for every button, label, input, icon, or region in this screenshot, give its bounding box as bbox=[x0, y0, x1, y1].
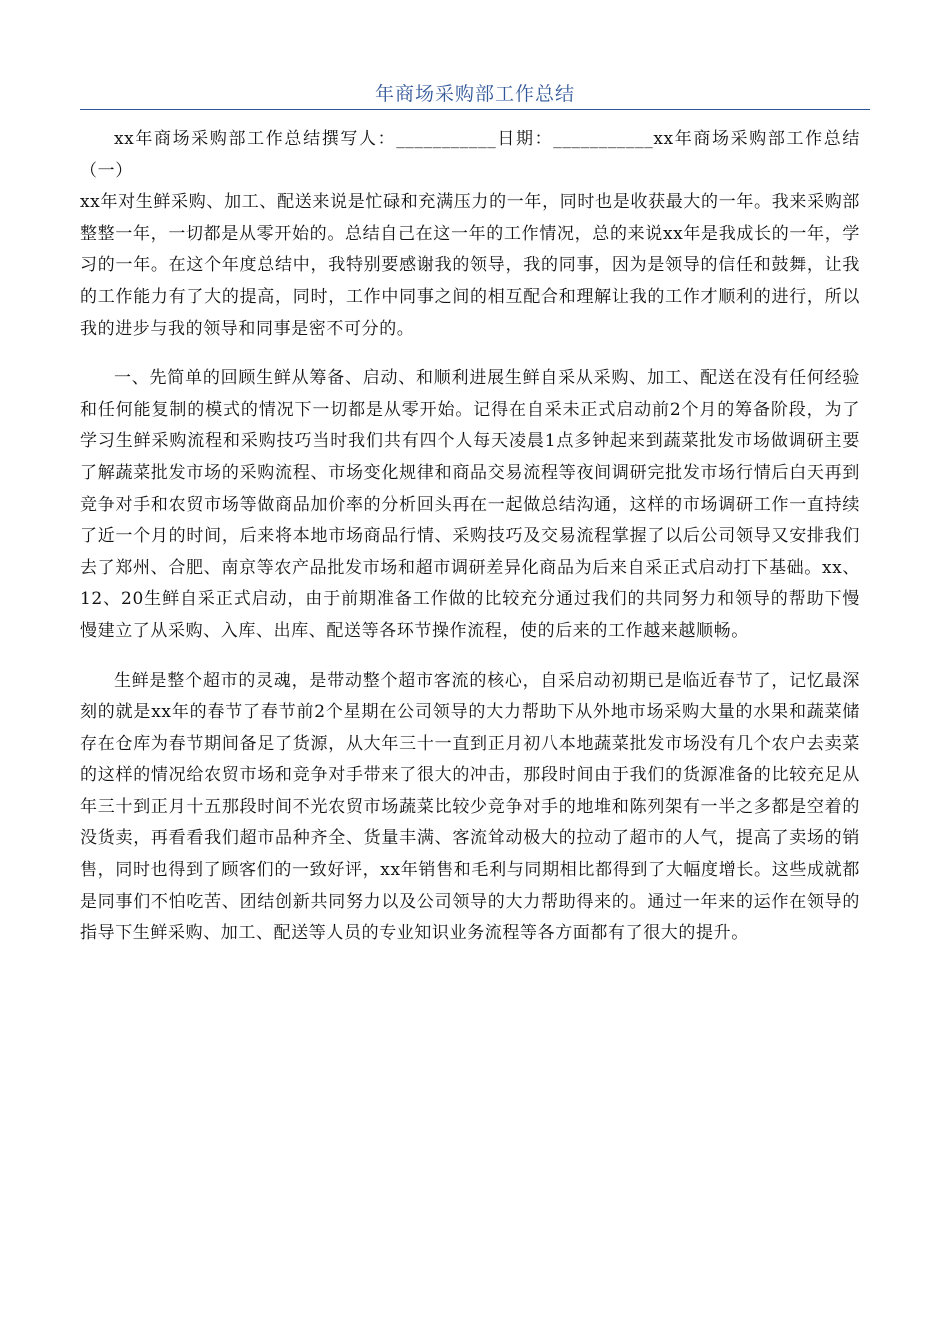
achievement-paragraph: 生鲜是整个超市的灵魂，是带动整个超市客流的核心，自采启动初期已是临近春节了，记忆最深刻的就是xx年的春节了春节前2个星期在公司领导的大力帮助下从外地市场采购大量的水果和蔬菜储存在仓库为春节期间备足了货源，从大年三十一直到正月初八本地蔬菜批发市场没有几个农户去卖菜的这样的情况给农贸市场和竞争对手带来了很大的冲击，那段时间由于我们的货源准备的比较充足从年三十到正月十五那段时间不光农贸市场蔬菜比较少竞争对手的地堆和陈列架有一半之多都是空着的没货卖，再看看我们超市品种齐全、货量丰满、客流耸动极大的拉动了超市的人气，提高了卖场的销售，同时也得到了顾客们的一致好评，xx年销售和毛利与同期相比都得到了大幅度增长。这些成就都是同事们不怕吃苦、团结创新共同努力以及公司领导的大力帮助得来的。通过一年来的运作在领导的指导下生鲜采购、加工、配送等人员的专业知识业务流程等各方面都有了很大的提升。 bbox=[80, 670, 860, 944]
document-body bbox=[80, 124, 860, 950]
document-title: 年商场采购部工作总结 bbox=[374, 83, 575, 105]
intro-paragraph: xx年对生鲜采购、加工、配送来说是忙碌和充满压力的一年，同时也是收获最大的一年。我来采购部整整一年，一切都是从零开始的。总结自己在这一年的工作情况，总的来说xx年是我成长的一年，学习的一年。在这个年度总结中，我特别要感谢我的领导，我的同事，因为是领导的信任和鼓舞，让我的工作能力有了大的提高，同时，工作中同事之间的相互配合和理解让我的工作才顺利的进行，所以我的进步与我的领导和同事是密不可分的。 bbox=[80, 192, 860, 339]
header-paragraph: xx年商场采购部工作总结撰写人：___________日期：___________xx年商场采购部工作总结（一） bbox=[80, 129, 860, 181]
title-divider bbox=[80, 109, 870, 110]
review-paragraph: 一、先简单的回顾生鲜从筹备、启动、和顺利进展生鲜自采从采购、加工、配送在没有任何经验和任何能复制的模式的情况下一切都是从零开始。记得在自采未正式启动前2个月的筹备阶段，为了学习生鲜采购流程和采购技巧当时我们共有四个人每天凌晨1点多钟起来到蔬菜批发市场做调研主要了解蔬菜批发市场的采购流程、市场变化规律和商品交易流程等夜间调研完批发市场行情后白天再到竞争对手和农贸市场等做商品加价率的分析回头再在一起做总结沟通，这样的市场调研工作一直持续了近一个月的时间，后来将本地市场商品行情、采购技巧及交易流程掌握了以后公司领导又安排我们去了郑州、合肥、南京等农产品批发市场和超市调研差异化商品为后来自采正式启动打下基础。xx、12、20生鲜自采正式启动，由于前期准备工作做的比较充分通过我们的共同努力和领导的帮助下慢慢建立了从采购、入库、出库、配送等各环节操作流程，使的后来的工作越来越顺畅。 bbox=[80, 368, 860, 641]
